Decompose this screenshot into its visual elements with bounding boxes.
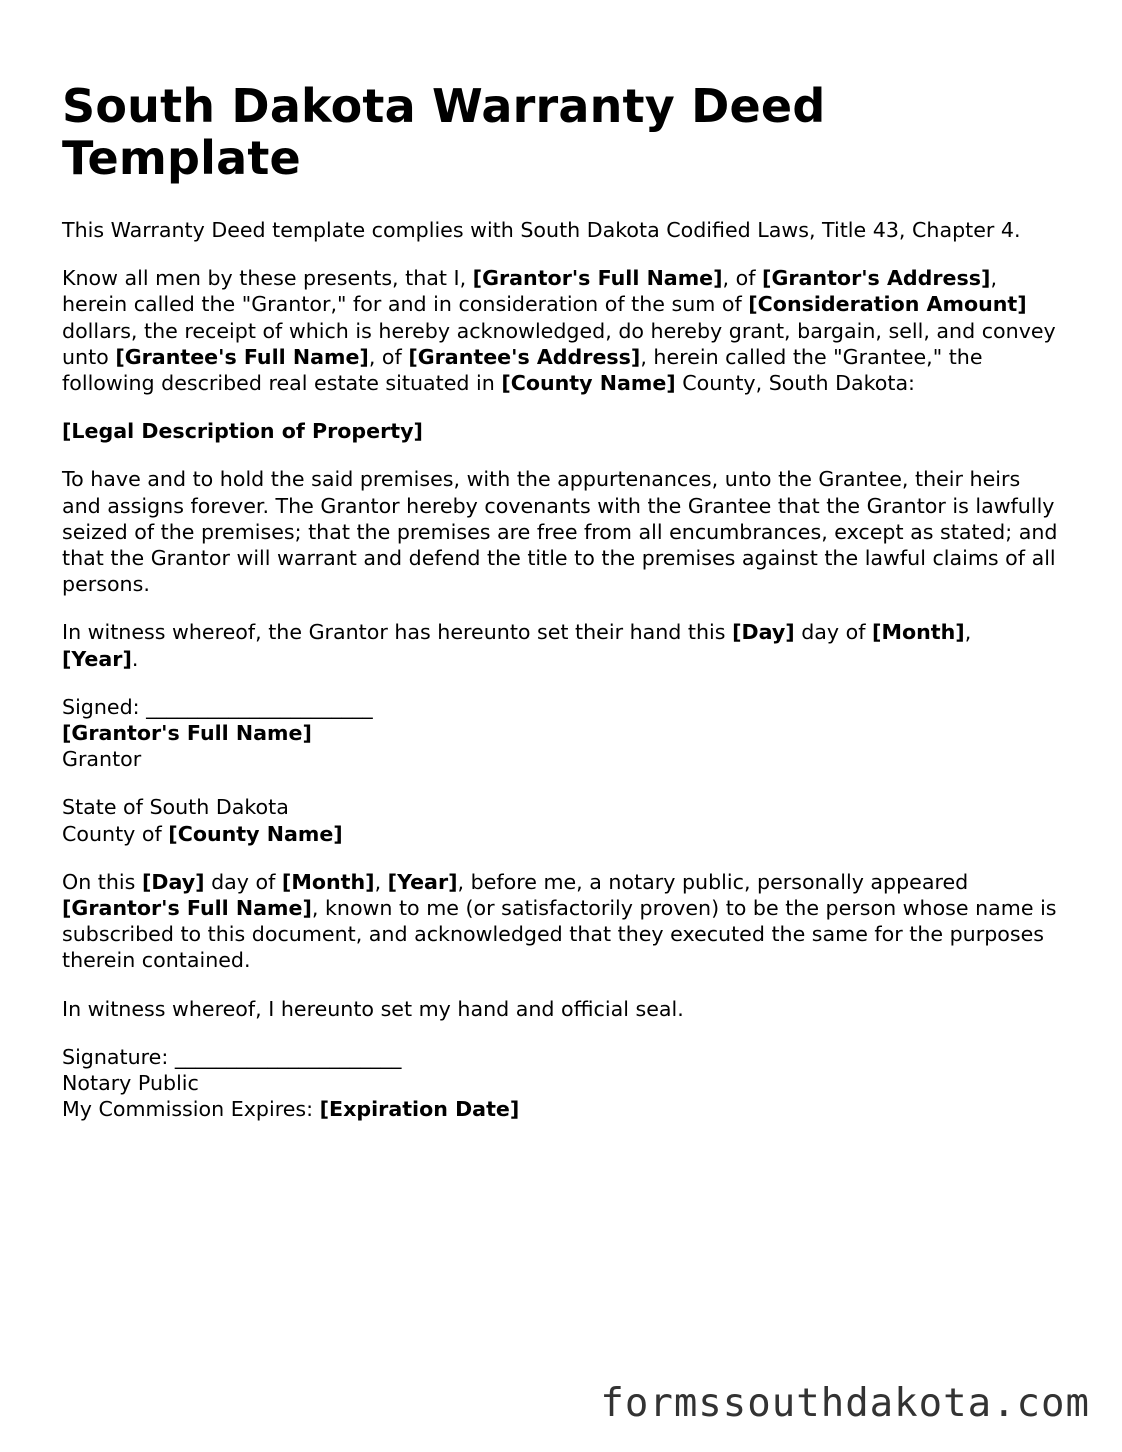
text-run: , of (368, 344, 409, 369)
grantor-address-placeholder: [Grantor's Address] (762, 266, 991, 291)
text-run: . (131, 646, 139, 671)
expiration-placeholder: [Expiration Date] (319, 1097, 520, 1122)
witness-paragraph (62, 619, 1062, 671)
text-run: In witness whereof, the Grantor has hereunto set their hand this (62, 620, 733, 645)
venue-block (62, 794, 1062, 846)
page-title: South Dakota Warranty Deed Template (62, 79, 826, 185)
text-run: dollars, the receipt of which is hereby acknowledged, do hereby grant, bargain, sell, and convey unto (62, 318, 1056, 369)
deed-document (62, 80, 1062, 1144)
text-run: Know all men by these presents, that I, (62, 266, 473, 291)
notary-signature-block (62, 1044, 1062, 1123)
text-run: , known to me (or satisfactorily proven) to be the person whose name is subscribed to this document, and acknowledged that they executed the same for the purposes therein contained. (62, 896, 1057, 973)
text-run: , before me, a notary public, personally appeared (457, 869, 969, 894)
legal-description (62, 418, 1062, 444)
grantor-signature-block (62, 694, 1062, 773)
grantee-address-placeholder: [Grantee's Address] (408, 344, 641, 369)
month-placeholder: [Month] (872, 620, 965, 645)
ack-year-placeholder: [Year] (387, 869, 458, 894)
text-run: County of (62, 821, 169, 846)
ack-day-placeholder: [Day] (141, 869, 205, 894)
text-run: On this (62, 869, 142, 894)
text-run: County, South Dakota: (675, 371, 916, 396)
venue-state: State of South Dakota (62, 795, 289, 820)
text-run: , herein called the "Grantee," the following described real estate situated in (62, 344, 983, 396)
commission-expiration (62, 1096, 1062, 1122)
intro-paragraph: This Warranty Deed template complies with South Dakota Codified Laws, Title 43, Chapter 4. (62, 218, 1021, 242)
consideration-placeholder: [Consideration Amount] (748, 292, 1027, 317)
acknowledgment-paragraph (62, 869, 1062, 974)
notary-witness-paragraph: In witness whereof, I hereunto set my hand and official seal. (62, 996, 684, 1021)
text-run: , herein called the "Grantor," for and in consideration of the sum of (62, 266, 997, 317)
legal-description-placeholder: [Legal Description of Property] (62, 419, 423, 444)
grantor-signature-name: [Grantor's Full Name] (62, 721, 312, 746)
text-run: , of (722, 266, 763, 291)
site-watermark: formssouthdakota.com (600, 1381, 1090, 1426)
grantee-name-placeholder: [Grantee's Full Name] (115, 344, 369, 369)
conveyance-paragraph (62, 265, 1062, 396)
notary-title: Notary Public (62, 1071, 199, 1096)
county-placeholder: [County Name] (501, 371, 676, 396)
text-run: day of (794, 620, 873, 645)
text-run: , (964, 620, 972, 645)
day-placeholder: [Day] (732, 620, 795, 645)
venue-county-placeholder: [County Name] (168, 821, 343, 846)
grantor-role: Grantor (62, 747, 142, 772)
ack-month-placeholder: [Month] (281, 869, 375, 894)
habendum-paragraph: To have and to hold the said premises, with the appurtenances, unto the Grantee, their heirs and assigns forever. The Grantor hereby covenants with the Grantee that the Grantor is lawfully seized of the premises; that the premises are free from all encumbrances, except as stated; and that the Grantor will warrant and defend the title to the premises against the lawful claims of all persons. (62, 467, 1058, 597)
notary-signature-line: Signature: ______________________ (62, 1044, 402, 1069)
ack-grantor-name-placeholder: [Grantor's Full Name] (62, 896, 312, 921)
text-run: day of (204, 869, 282, 894)
grantor-signature-line: Signed: ______________________ (62, 694, 373, 719)
year-placeholder: [Year] (62, 646, 132, 671)
text-run: , (374, 869, 388, 894)
venue-county (62, 821, 1062, 847)
text-run: My Commission Expires: (62, 1097, 320, 1122)
grantor-name-placeholder: [Grantor's Full Name] (472, 266, 723, 291)
